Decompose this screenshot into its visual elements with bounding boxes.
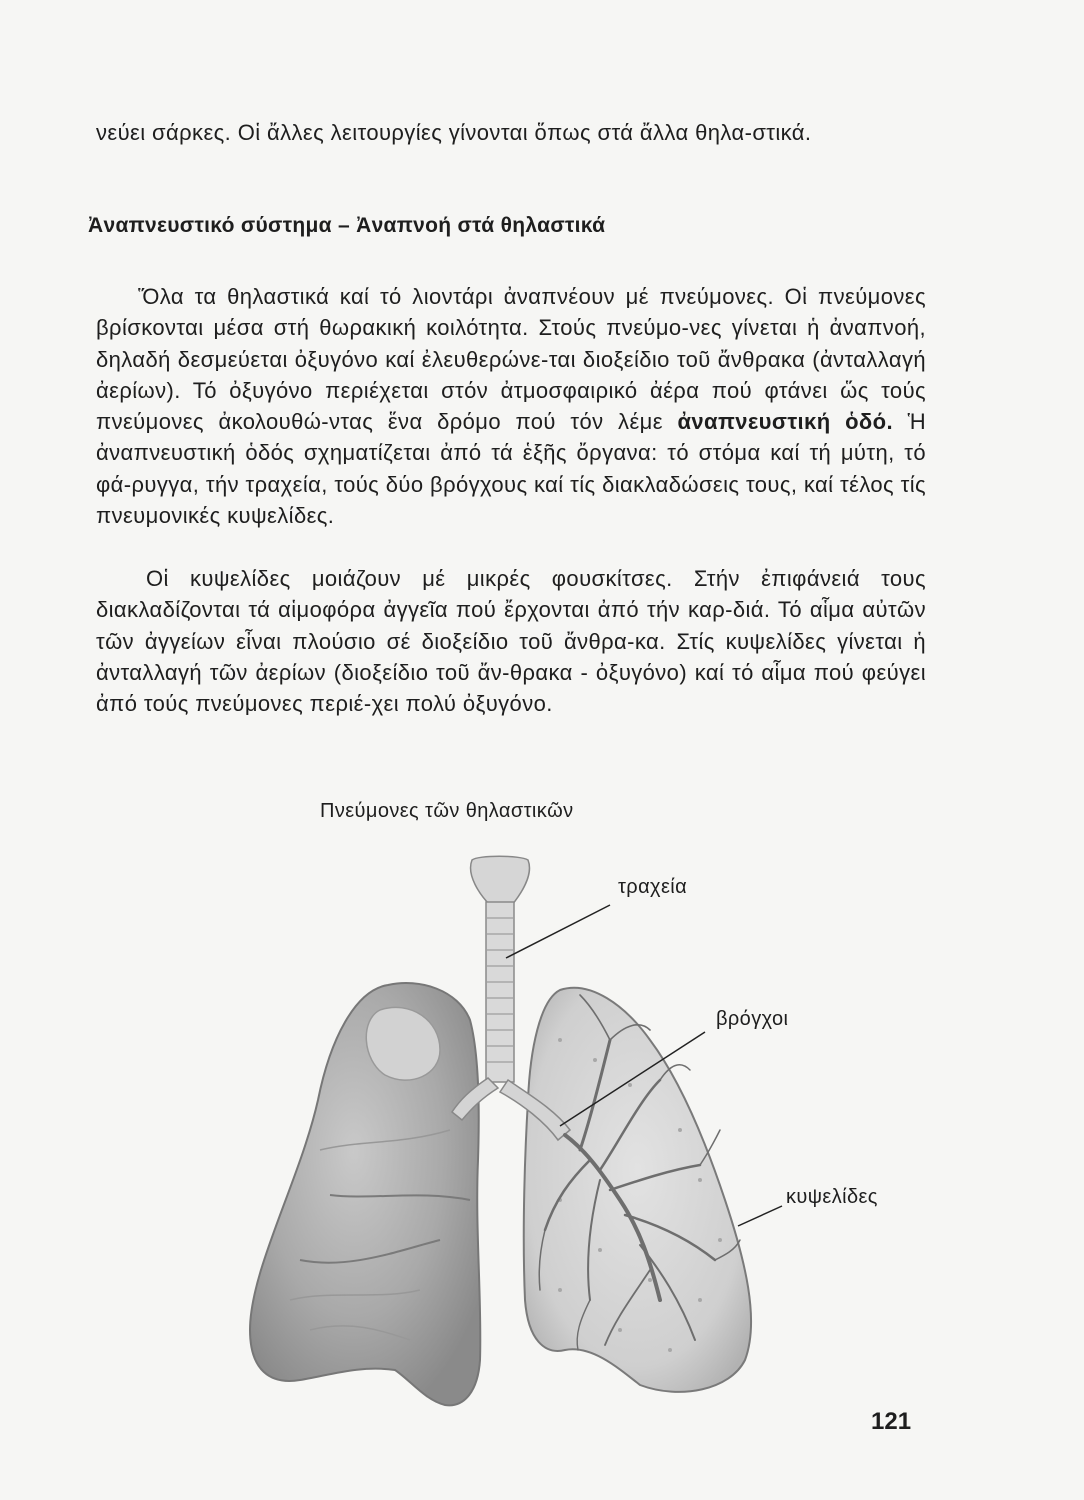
section-heading: Ἀναπνευστικό σύστημα – Ἀναπνοή στά θηλαστικά [88, 214, 606, 237]
figure-caption: Πνεύμονες τῶν θηλαστικῶν [320, 800, 574, 822]
alveoli-leader-line [738, 1206, 782, 1226]
trachea-leader-line [506, 905, 610, 958]
left-lung [250, 983, 480, 1405]
paragraph-1-part-1: Ὅλα τα θηλαστικά καί τό λιοντάρι ἀναπνέουν μέ πνεύμονες. Οἱ πνεύμονες βρίσκονται μέσα στή θωρακική κοιλότητα. Στούς πνεύμο-νες γίνεται ἡ ἀναπνοή, δηλαδή δεσμεύεται ὀξυγόνο καί ἐλευθερώνε-ται διοξείδιο τοῦ ἄνθρακα (ἀνταλλαγή ἀερίων). Τό ὀξυγόνο περιέχεται στόν ἀτμοσφαιρικό ἀέρα πού φτάνει ὥς τούς πνεύμονες ἀκολουθώ-ντας ἕνα δρόμο πού τόν λέμε [96, 284, 926, 435]
larynx [471, 856, 530, 905]
bronchi-label: βρόγχοι [716, 1008, 789, 1030]
trachea-label: τραχεία [618, 876, 688, 898]
paragraph-1-part-2: Ἡ ἀναπνευστική ὁδός σχηματίζεται ἀπό τά ἑξῆς ὄργανα: τό στόμα καί τή μύτη, τό φά-ρυγγα, τήν τραχεία, τούς δύο βρόγχους καί τίς διακλαδώσεις τους, καί τέλος τίς πνευμονικές κυψελίδες. [96, 409, 926, 529]
intro-sentence: νεύει σάρκες. Οἱ ἄλλες λειτουργίες γίνονται ὅπως στά ἄλλα θηλα-στικά. [96, 120, 812, 145]
page-number: 121 [871, 1408, 912, 1435]
alveoli-label: κυψελίδες [786, 1186, 878, 1208]
paragraph-1-bold-term: ἀναπνευστική ὁδό. [677, 409, 894, 435]
paragraph-2-text: Οἱ κυψελίδες μοιάζουν μέ μικρές φουσκίτσες. Στήν ἐπιφάνειά τους διακλαδίζονται τά αἱμοφόρα ἀγγεῖα πού ἔρχονται ἀπό τήν καρ-διά. Τό αἷμα αὐτῶν τῶν ἀγγείων εἶναι πλούσιο σέ διοξείδιο τοῦ ἄνθρα-κα. Στίς κυψελίδες γίνεται ἡ ἀνταλλαγή τῶν ἀερίων (διοξείδιο τοῦ ἄν-θρακα - ὀξυγόνο) καί τό αἷμα πού φεύγει ἀπό τούς πνεύμονες περιέ-χει πολύ ὀξυγόνο. [96, 566, 926, 717]
right-lung [524, 988, 751, 1392]
trachea [486, 902, 514, 1082]
